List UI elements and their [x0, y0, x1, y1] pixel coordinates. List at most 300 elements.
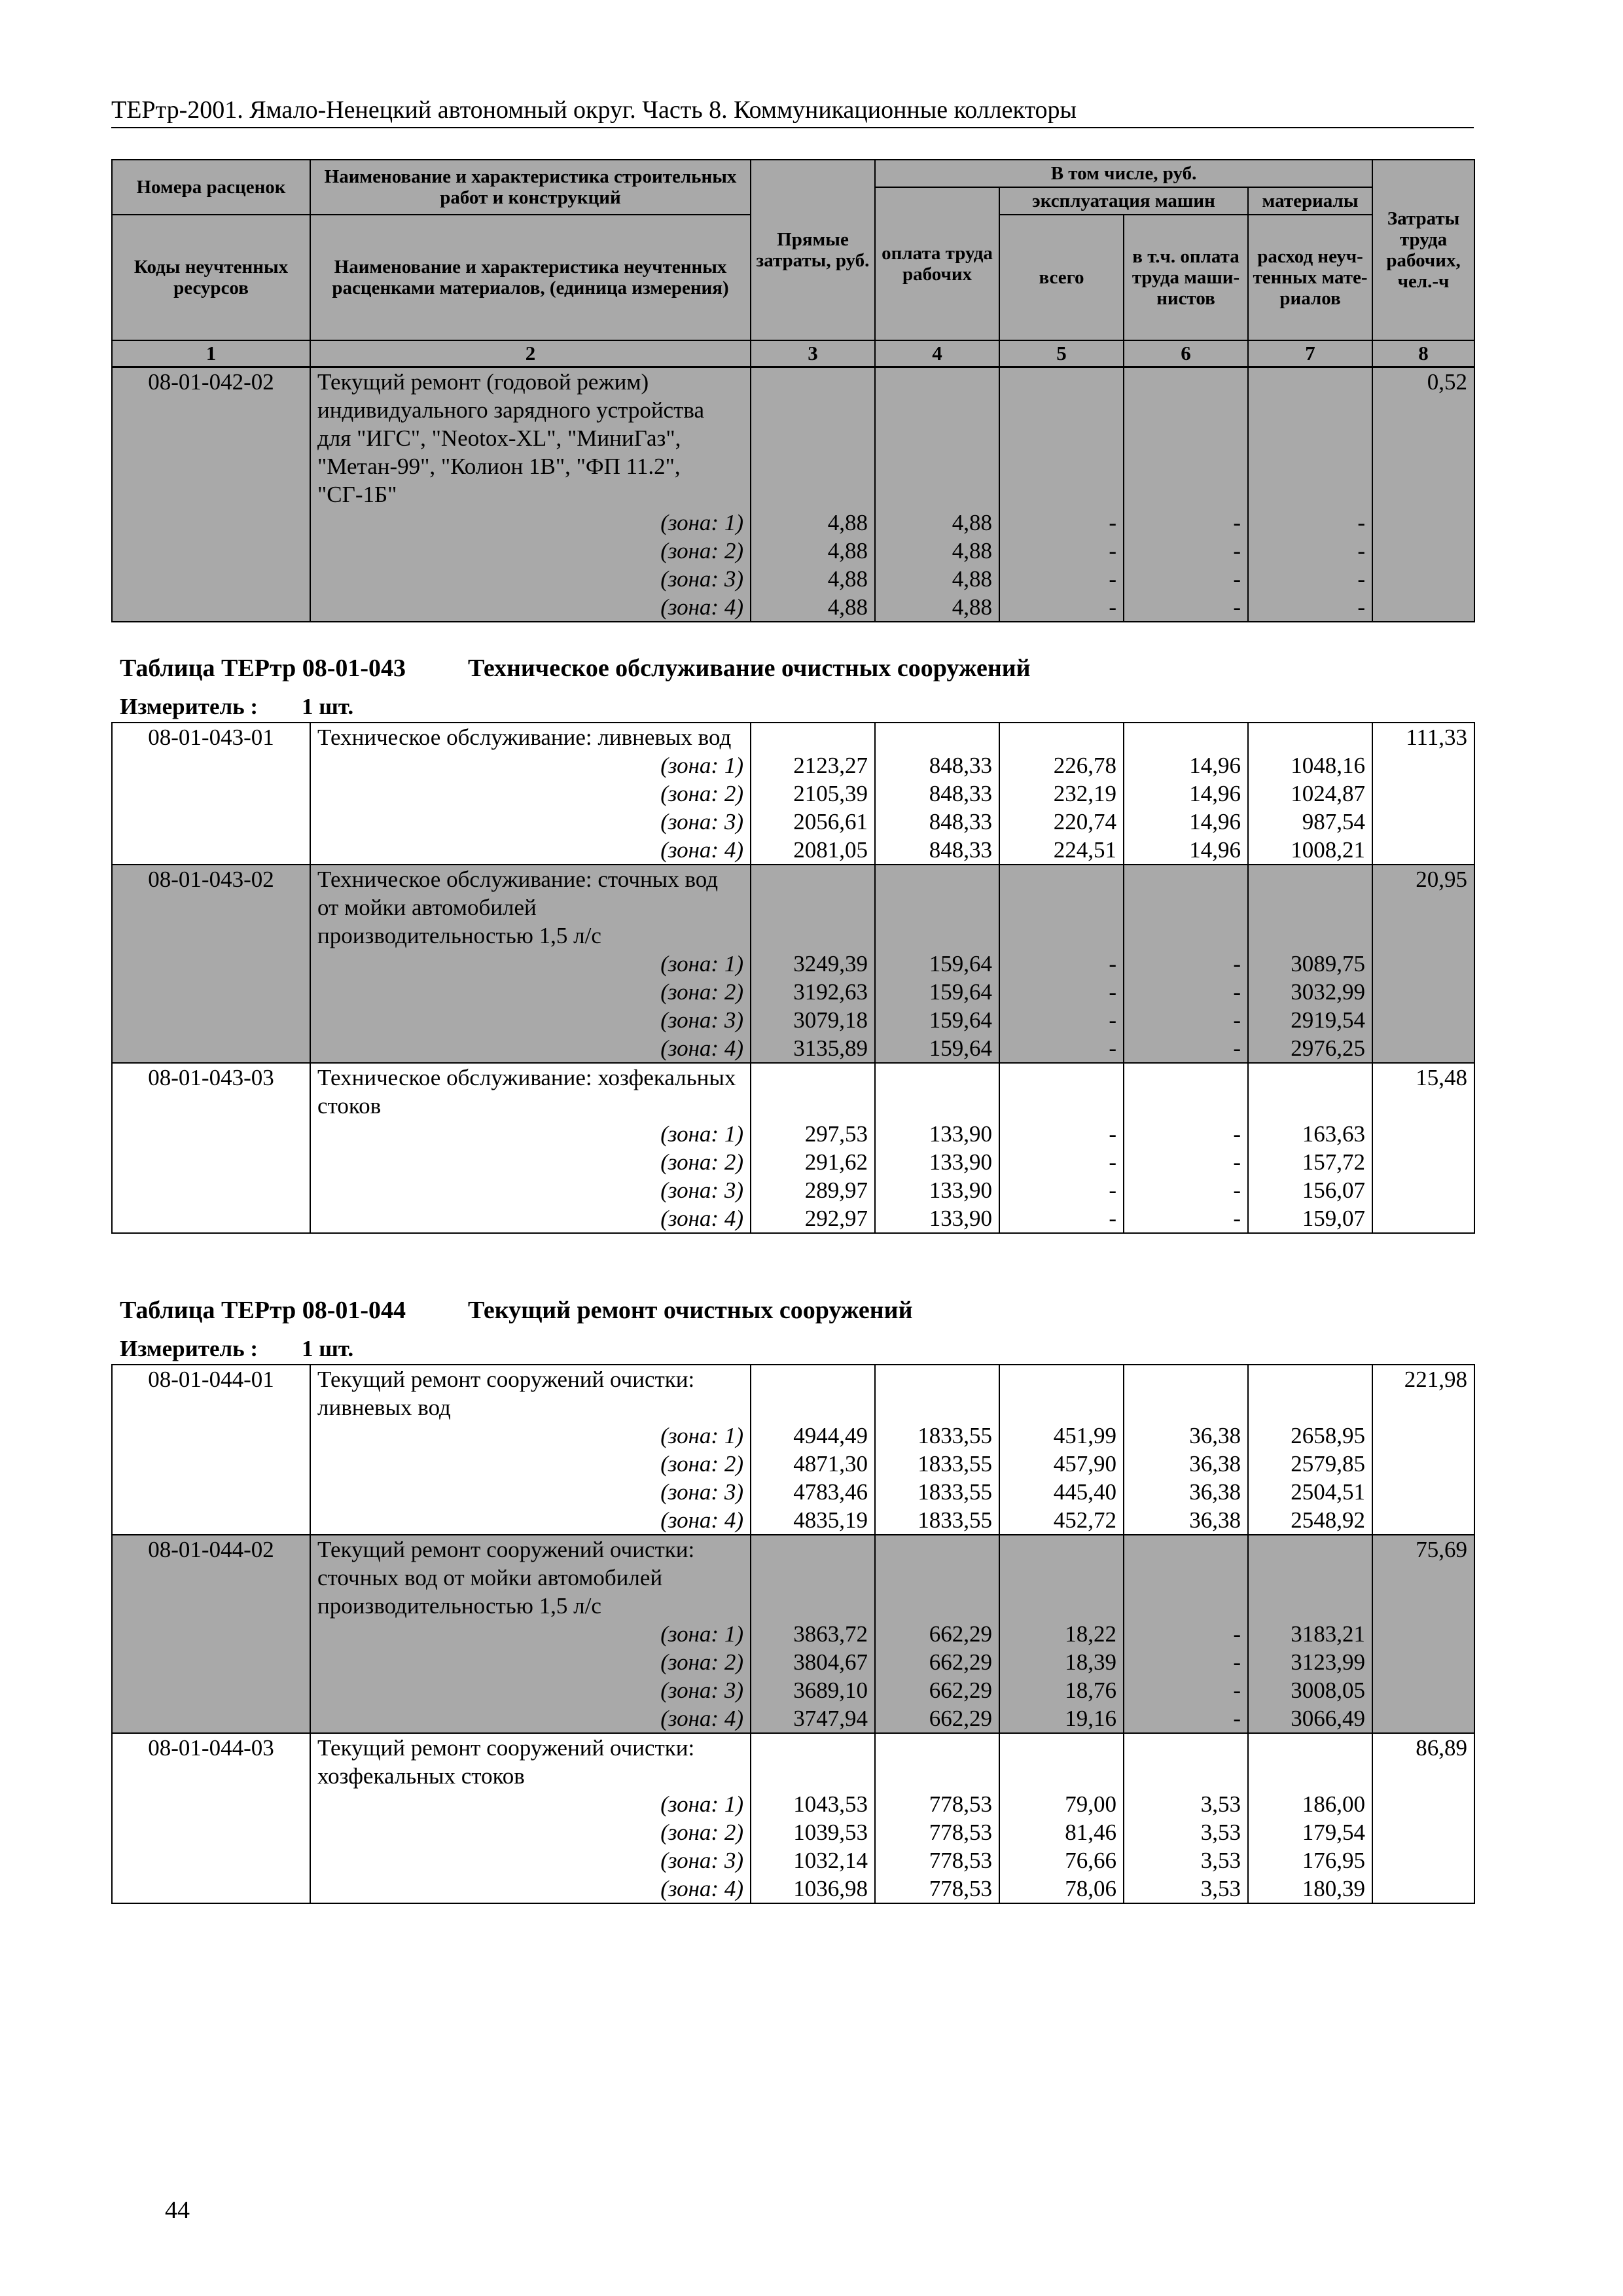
zone-row [112, 808, 1474, 836]
zone-label: (зона: 2) [310, 978, 751, 1006]
empty-cell [1124, 1063, 1248, 1120]
zone-label: (зона: 4) [310, 593, 751, 622]
empty-cell [112, 1450, 310, 1478]
worker-pay-value: 1833,55 [875, 1422, 999, 1450]
labor-hours: 20,95 [1372, 865, 1474, 950]
work-name: Текущий ремонт сооружений очистки: хозфекальных стоков [310, 1733, 751, 1790]
machines-total-value: 445,40 [999, 1478, 1124, 1506]
worker-pay-value: 4,88 [875, 593, 999, 622]
empty-cell [1124, 1733, 1248, 1790]
materials-value: 2579,85 [1248, 1450, 1372, 1478]
header-worker-pay: оплата труда рабочих [875, 187, 999, 340]
empty-cell [1248, 367, 1372, 509]
empty-cell [1372, 1648, 1474, 1676]
direct-costs-value: 1036,98 [751, 1874, 875, 1903]
table-043-measure [120, 694, 354, 720]
empty-cell [112, 1704, 310, 1733]
machinist-pay-value: 36,38 [1124, 1506, 1248, 1535]
machinist-pay-value: - [1124, 1148, 1248, 1176]
machines-total-value: - [999, 1006, 1124, 1034]
zone-row [112, 1422, 1474, 1450]
empty-cell [1124, 1535, 1248, 1620]
table-044-caption [120, 1296, 913, 1325]
work-name: Техническое обслуживание: сточных вод от мойки автомобилей производительностью 1,5 л/с [310, 865, 751, 950]
header-work-name: Наименование и характеристика строительных работ и конструкций [310, 160, 751, 215]
header-in-that: В том числе, руб. [875, 160, 1372, 187]
empty-cell [112, 1422, 310, 1450]
empty-cell [1372, 950, 1474, 978]
labor-hours: 75,69 [1372, 1535, 1474, 1620]
machinist-pay-value: - [1124, 1676, 1248, 1704]
header-rate-numbers: Номера расценок [112, 160, 310, 215]
materials-value: 3089,75 [1248, 950, 1372, 978]
empty-cell [751, 723, 875, 751]
machines-total-value: 79,00 [999, 1790, 1124, 1818]
table-row [112, 723, 1474, 751]
empty-cell [112, 950, 310, 978]
machines-total-value: - [999, 1204, 1124, 1233]
table-row [112, 1063, 1474, 1120]
zone-row [112, 1648, 1474, 1676]
zone-row [112, 1450, 1474, 1478]
table-044-body [111, 1364, 1475, 1904]
empty-cell [1372, 780, 1474, 808]
direct-costs-value: 4783,46 [751, 1478, 875, 1506]
direct-costs-value: 3192,63 [751, 978, 875, 1006]
empty-cell [999, 367, 1124, 509]
col-num-5: 5 [999, 340, 1124, 367]
worker-pay-value: 4,88 [875, 565, 999, 593]
empty-cell [112, 1148, 310, 1176]
empty-cell [1372, 1676, 1474, 1704]
rate-code: 08-01-044-02 [112, 1535, 310, 1620]
zone-row [112, 780, 1474, 808]
empty-cell [112, 1120, 310, 1148]
work-name: Текущий ремонт (годовой режим) индивидуального зарядного устройства для "ИГС", "Neotox-XL", "МиниГаз", "Метан-99", "Колион 1В", "ФП 11.2", "СГ-1Б" [310, 367, 751, 509]
machines-total-value: 19,16 [999, 1704, 1124, 1733]
worker-pay-value: 133,90 [875, 1120, 999, 1148]
direct-costs-value: 1032,14 [751, 1846, 875, 1874]
empty-cell [112, 751, 310, 780]
zone-label: (зона: 2) [310, 780, 751, 808]
machinist-pay-value: - [1124, 593, 1248, 622]
empty-cell [1248, 1733, 1372, 1790]
zone-row [112, 1846, 1474, 1874]
empty-cell [112, 1034, 310, 1063]
worker-pay-value: 133,90 [875, 1176, 999, 1204]
machinist-pay-value: 36,38 [1124, 1450, 1248, 1478]
zone-label: (зона: 1) [310, 1620, 751, 1648]
machinist-pay-value: 3,53 [1124, 1846, 1248, 1874]
empty-cell [1372, 1874, 1474, 1903]
col-num-7: 7 [1248, 340, 1372, 367]
direct-costs-value: 4944,49 [751, 1422, 875, 1450]
zone-label: (зона: 3) [310, 1846, 751, 1874]
materials-value: 3066,49 [1248, 1704, 1372, 1733]
zone-label: (зона: 4) [310, 1204, 751, 1233]
empty-cell [875, 1063, 999, 1120]
materials-value: 3183,21 [1248, 1620, 1372, 1648]
labor-hours: 15,48 [1372, 1063, 1474, 1120]
direct-costs-value: 1043,53 [751, 1790, 875, 1818]
zone-label: (зона: 2) [310, 537, 751, 565]
materials-value: 186,00 [1248, 1790, 1372, 1818]
machines-total-value: - [999, 1034, 1124, 1063]
machines-total-value: 18,76 [999, 1676, 1124, 1704]
zone-label: (зона: 4) [310, 1704, 751, 1733]
worker-pay-value: 778,53 [875, 1846, 999, 1874]
empty-cell [1248, 865, 1372, 950]
header-resource-codes: Коды неучтенных ресурсов [112, 215, 310, 340]
machinist-pay-value: 14,96 [1124, 751, 1248, 780]
machines-total-value: 78,06 [999, 1874, 1124, 1903]
zone-row [112, 565, 1474, 593]
table-row [112, 1365, 1474, 1422]
machinist-pay-value: 36,38 [1124, 1422, 1248, 1450]
materials-value: 1008,21 [1248, 836, 1372, 865]
materials-value: 2976,25 [1248, 1034, 1372, 1063]
empty-cell [1372, 1148, 1474, 1176]
zone-label: (зона: 1) [310, 1790, 751, 1818]
empty-cell [1372, 1790, 1474, 1818]
zone-row [112, 1120, 1474, 1148]
table-044-measure [120, 1336, 354, 1362]
machines-total-value: - [999, 593, 1124, 622]
machines-total-value: 81,46 [999, 1818, 1124, 1846]
empty-cell [112, 1818, 310, 1846]
materials-value: - [1248, 565, 1372, 593]
machines-total-value: 226,78 [999, 751, 1124, 780]
materials-value: 2919,54 [1248, 1006, 1372, 1034]
empty-cell [1124, 723, 1248, 751]
zone-row [112, 1478, 1474, 1506]
machinist-pay-value: 3,53 [1124, 1874, 1248, 1903]
machines-total-value: - [999, 537, 1124, 565]
labor-hours: 221,98 [1372, 1365, 1474, 1422]
table-042-body [111, 367, 1475, 622]
materials-value: 3032,99 [1248, 978, 1372, 1006]
empty-cell [112, 1790, 310, 1818]
measure-label: Измеритель : [120, 694, 259, 719]
materials-value: 176,95 [1248, 1846, 1372, 1874]
rate-code: 08-01-044-03 [112, 1733, 310, 1790]
work-name: Техническое обслуживание: ливневых вод [310, 723, 751, 751]
worker-pay-value: 848,33 [875, 836, 999, 865]
direct-costs-value: 3689,10 [751, 1676, 875, 1704]
zone-row [112, 1034, 1474, 1063]
empty-cell [1124, 1365, 1248, 1422]
empty-cell [1372, 1176, 1474, 1204]
empty-cell [1248, 1535, 1372, 1620]
zone-row [112, 836, 1474, 865]
direct-costs-value: 4,88 [751, 565, 875, 593]
header-material-consumption: расход неуч-тенных мате-риалов [1248, 215, 1372, 340]
col-num-2: 2 [310, 340, 751, 367]
machines-total-value: - [999, 509, 1124, 537]
zone-label: (зона: 2) [310, 1148, 751, 1176]
table-043-caption [120, 654, 1031, 683]
worker-pay-value: 662,29 [875, 1648, 999, 1676]
materials-value: - [1248, 509, 1372, 537]
empty-cell [1372, 751, 1474, 780]
machinist-pay-value: 3,53 [1124, 1790, 1248, 1818]
direct-costs-value: 3249,39 [751, 950, 875, 978]
direct-costs-value: 291,62 [751, 1148, 875, 1176]
direct-costs-value: 2105,39 [751, 780, 875, 808]
empty-cell [1248, 1365, 1372, 1422]
worker-pay-value: 778,53 [875, 1818, 999, 1846]
measure-value: 1 шт. [302, 1336, 354, 1361]
empty-cell [112, 978, 310, 1006]
zone-label: (зона: 4) [310, 1874, 751, 1903]
col-num-6: 6 [1124, 340, 1248, 367]
zone-row [112, 1620, 1474, 1648]
direct-costs-value: 3863,72 [751, 1620, 875, 1648]
zone-row [112, 1874, 1474, 1903]
rate-code: 08-01-042-02 [112, 367, 310, 509]
machinist-pay-value: - [1124, 1176, 1248, 1204]
direct-costs-value: 3747,94 [751, 1704, 875, 1733]
machinist-pay-value: - [1124, 509, 1248, 537]
empty-cell [1372, 509, 1474, 537]
empty-cell [112, 1176, 310, 1204]
machinist-pay-value: 36,38 [1124, 1478, 1248, 1506]
zone-label: (зона: 3) [310, 1176, 751, 1204]
empty-cell [1124, 367, 1248, 509]
machines-total-value: 18,22 [999, 1620, 1124, 1648]
machinist-pay-value: - [1124, 537, 1248, 565]
empty-cell [1372, 1034, 1474, 1063]
empty-cell [1372, 1120, 1474, 1148]
machinist-pay-value: - [1124, 978, 1248, 1006]
machines-total-value: 220,74 [999, 808, 1124, 836]
col-num-8: 8 [1372, 340, 1474, 367]
zone-label: (зона: 3) [310, 1676, 751, 1704]
table-044-title: Текущий ремонт очистных сооружений [468, 1297, 913, 1324]
work-name: Текущий ремонт сооружений очистки: сточных вод от мойки автомобилей производительностью 1,5 л/с [310, 1535, 751, 1620]
empty-cell [1372, 593, 1474, 622]
worker-pay-value: 4,88 [875, 537, 999, 565]
empty-cell [751, 367, 875, 509]
materials-value: 163,63 [1248, 1120, 1372, 1148]
machines-total-value: - [999, 1120, 1124, 1148]
worker-pay-value: 778,53 [875, 1790, 999, 1818]
materials-value: 180,39 [1248, 1874, 1372, 1903]
worker-pay-value: 159,64 [875, 1034, 999, 1063]
table-row [112, 1733, 1474, 1790]
empty-cell [112, 1874, 310, 1903]
empty-cell [999, 865, 1124, 950]
machines-total-value: - [999, 950, 1124, 978]
worker-pay-value: 662,29 [875, 1676, 999, 1704]
worker-pay-value: 848,33 [875, 780, 999, 808]
machinist-pay-value: - [1124, 1620, 1248, 1648]
measure-label: Измеритель : [120, 1336, 259, 1361]
empty-cell [1372, 1422, 1474, 1450]
work-name: Техническое обслуживание: хозфекальных стоков [310, 1063, 751, 1120]
zone-row [112, 509, 1474, 537]
machines-total-value: - [999, 565, 1124, 593]
empty-cell [875, 1535, 999, 1620]
worker-pay-value: 1833,55 [875, 1450, 999, 1478]
header-machines-total: всего [999, 215, 1124, 340]
materials-value: 156,07 [1248, 1176, 1372, 1204]
empty-cell [999, 1535, 1124, 1620]
materials-value: 3123,99 [1248, 1648, 1372, 1676]
zone-row [112, 537, 1474, 565]
direct-costs-value: 3135,89 [751, 1034, 875, 1063]
worker-pay-value: 1833,55 [875, 1478, 999, 1506]
zone-label: (зона: 3) [310, 808, 751, 836]
materials-value: - [1248, 537, 1372, 565]
empty-cell [112, 1676, 310, 1704]
empty-cell [112, 1204, 310, 1233]
machinist-pay-value: 14,96 [1124, 836, 1248, 865]
measure-value: 1 шт. [302, 694, 354, 719]
col-num-1: 1 [112, 340, 310, 367]
zone-row [112, 978, 1474, 1006]
materials-value: 2548,92 [1248, 1506, 1372, 1535]
machinist-pay-value: - [1124, 1034, 1248, 1063]
column-header-table [111, 159, 1475, 367]
machines-total-value: 452,72 [999, 1506, 1124, 1535]
machines-total-value: 451,99 [999, 1422, 1124, 1450]
empty-cell [751, 1535, 875, 1620]
direct-costs-value: 3079,18 [751, 1006, 875, 1034]
zone-label: (зона: 1) [310, 1422, 751, 1450]
machinist-pay-value: - [1124, 1006, 1248, 1034]
page-header: ТЕРтр-2001. Ямало-Ненецкий автономный округ. Часть 8. Коммуникационные коллекторы [111, 96, 1474, 128]
empty-cell [1372, 808, 1474, 836]
machines-total-value: 232,19 [999, 780, 1124, 808]
empty-cell [1372, 1704, 1474, 1733]
empty-cell [112, 1506, 310, 1535]
page-number: 44 [165, 2197, 190, 2224]
worker-pay-value: 4,88 [875, 509, 999, 537]
materials-value: 157,72 [1248, 1148, 1372, 1176]
zone-row [112, 1818, 1474, 1846]
empty-cell [1248, 723, 1372, 751]
zone-label: (зона: 3) [310, 1478, 751, 1506]
empty-cell [999, 1063, 1124, 1120]
empty-cell [751, 865, 875, 950]
header-material-name: Наименование и характеристика неучтенных расценками материалов, (единица измерения) [310, 215, 751, 340]
empty-cell [112, 1846, 310, 1874]
labor-hours: 0,52 [1372, 367, 1474, 509]
machinist-pay-value: 3,53 [1124, 1818, 1248, 1846]
materials-value: 1048,16 [1248, 751, 1372, 780]
empty-cell [112, 509, 310, 537]
table-row [112, 1535, 1474, 1620]
machines-total-value: 224,51 [999, 836, 1124, 865]
empty-cell [1372, 978, 1474, 1006]
col-num-4: 4 [875, 340, 999, 367]
worker-pay-value: 662,29 [875, 1620, 999, 1648]
zone-row [112, 593, 1474, 622]
empty-cell [112, 808, 310, 836]
table-043-title: Техническое обслуживание очистных сооружений [468, 655, 1031, 682]
zone-label: (зона: 1) [310, 509, 751, 537]
materials-value: 3008,05 [1248, 1676, 1372, 1704]
header-machinist-pay: в т.ч. оплата труда маши-нистов [1124, 215, 1248, 340]
direct-costs-value: 4871,30 [751, 1450, 875, 1478]
empty-cell [1372, 1620, 1474, 1648]
empty-cell [112, 1648, 310, 1676]
worker-pay-value: 133,90 [875, 1204, 999, 1233]
empty-cell [999, 1365, 1124, 1422]
worker-pay-value: 848,33 [875, 751, 999, 780]
empty-cell [1372, 836, 1474, 865]
empty-cell [1372, 1478, 1474, 1506]
zone-row [112, 1676, 1474, 1704]
table-044-label: Таблица ТЕРтр 08-01-044 [120, 1297, 406, 1324]
direct-costs-value: 3804,67 [751, 1648, 875, 1676]
empty-cell [875, 865, 999, 950]
empty-cell [1124, 865, 1248, 950]
materials-value: 987,54 [1248, 808, 1372, 836]
materials-value: 159,07 [1248, 1204, 1372, 1233]
empty-cell [999, 723, 1124, 751]
labor-hours: 111,33 [1372, 723, 1474, 751]
zone-row [112, 1006, 1474, 1034]
empty-cell [112, 565, 310, 593]
direct-costs-value: 2123,27 [751, 751, 875, 780]
header-materials: материалы [1248, 187, 1372, 215]
worker-pay-value: 159,64 [875, 950, 999, 978]
worker-pay-value: 778,53 [875, 1874, 999, 1903]
machines-total-value: - [999, 1176, 1124, 1204]
zone-label: (зона: 4) [310, 1506, 751, 1535]
empty-cell [1372, 565, 1474, 593]
empty-cell [751, 1733, 875, 1790]
table-row [112, 367, 1474, 509]
zone-label: (зона: 2) [310, 1450, 751, 1478]
empty-cell [1372, 1450, 1474, 1478]
zone-row [112, 1204, 1474, 1233]
zone-label: (зона: 1) [310, 1120, 751, 1148]
materials-value: 2658,95 [1248, 1422, 1372, 1450]
zone-row [112, 1704, 1474, 1733]
zone-label: (зона: 3) [310, 1006, 751, 1034]
worker-pay-value: 159,64 [875, 1006, 999, 1034]
zone-row [112, 1506, 1474, 1535]
empty-cell [1372, 1006, 1474, 1034]
machines-total-value: 18,39 [999, 1648, 1124, 1676]
direct-costs-value: 2081,05 [751, 836, 875, 865]
zone-label: (зона: 4) [310, 836, 751, 865]
direct-costs-value: 4835,19 [751, 1506, 875, 1535]
direct-costs-value: 4,88 [751, 509, 875, 537]
rate-code: 08-01-044-01 [112, 1365, 310, 1422]
empty-cell [112, 1620, 310, 1648]
materials-value: 179,54 [1248, 1818, 1372, 1846]
empty-cell [1372, 1846, 1474, 1874]
empty-cell [1372, 537, 1474, 565]
machines-total-value: 76,66 [999, 1846, 1124, 1874]
zone-row [112, 1790, 1474, 1818]
empty-cell [875, 367, 999, 509]
rate-code: 08-01-043-01 [112, 723, 310, 751]
machinist-pay-value: 14,96 [1124, 808, 1248, 836]
direct-costs-value: 1039,53 [751, 1818, 875, 1846]
direct-costs-value: 2056,61 [751, 808, 875, 836]
header-machines: эксплуатация машин [999, 187, 1248, 215]
machinist-pay-value: - [1124, 1120, 1248, 1148]
empty-cell [112, 836, 310, 865]
zone-row [112, 1176, 1474, 1204]
materials-value: 2504,51 [1248, 1478, 1372, 1506]
empty-cell [112, 593, 310, 622]
